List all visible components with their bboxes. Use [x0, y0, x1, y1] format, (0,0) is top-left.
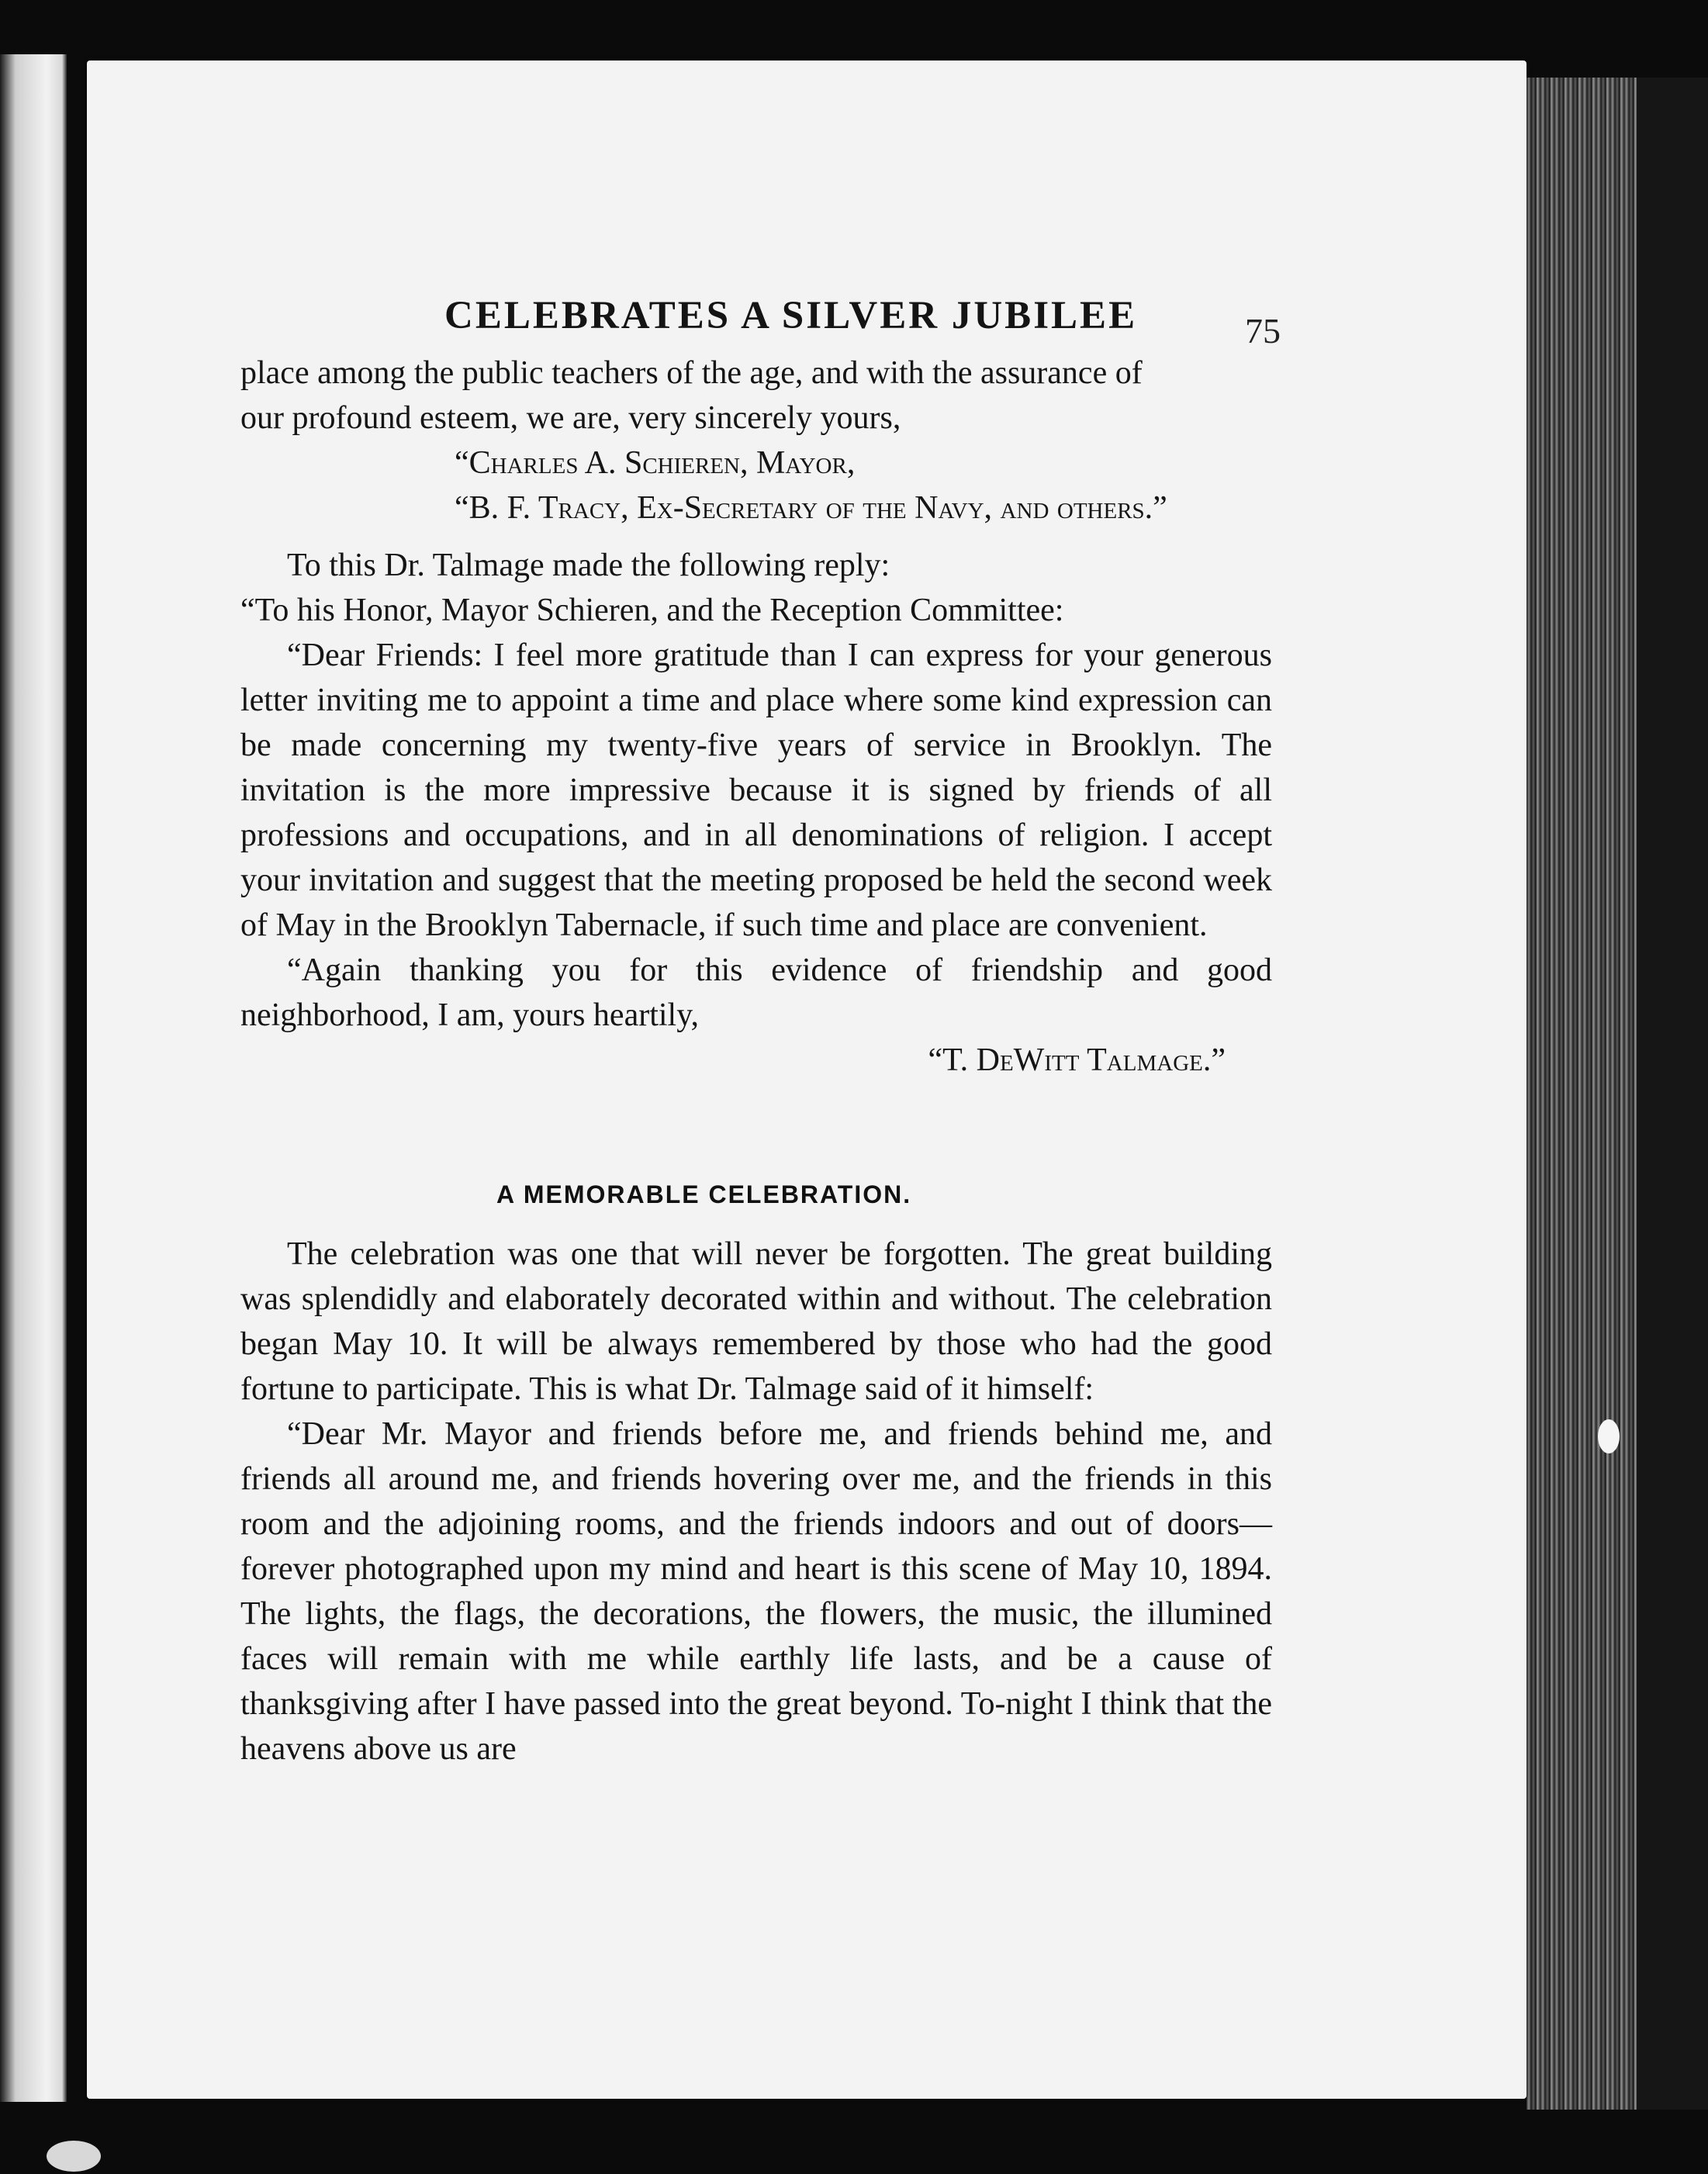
running-head: CELEBRATES A SILVER JUBILEE — [444, 294, 1138, 337]
facing-page-edge — [0, 54, 67, 2102]
signatory-tracy: “B. F. Tracy, Ex-Secretary of the Navy, and others.” — [455, 490, 1167, 526]
scan-artifact — [1598, 1419, 1620, 1453]
reply-paragraph-1: “Dear Friends: I feel more gratitude than I can express for your generous letter inviting me to appoint a time and place where some kind expression can be made concerning my twenty-five years of service in Brooklyn. The invitation is the more impressive because it is signed by friends of all professions and occupations, and in all denominations of religion. I accept your invitation and suggest that the meeting proposed be held the second week of May in the Brooklyn Tabernacle, if such time and place are convenient. — [240, 638, 1272, 943]
celebration-section — [240, 1232, 1272, 1771]
celebration-paragraph-2: “Dear Mr. Mayor and friends before me, and friends behind me, and friends all around me, and friends hovering over me, and the friends in this room and the adjoining rooms, and the friends indoors and out of doors—forever photographed upon my mind and heart is this scene of May 10, 1894. The lights, the flags, the decorations, the flowers, the music, the illumined faces will remain with me while earthly life lasts, and be a cause of thanksgiving after I have passed into the great beyond. To-night I think that the heavens above us are — [240, 1416, 1272, 1767]
signatory-schieren: “Charles A. Schieren, Mayor, — [455, 445, 856, 481]
reply-paragraph-2: “Again thanking you for this evidence of friendship and good neighborhood, I am, yours heartily, — [240, 952, 1272, 1033]
closing-line-2: our profound esteem, we are, very sincerely yours, — [240, 400, 901, 436]
closing-line-1: place among the public teachers of the age, and with the assurance of — [240, 355, 1143, 391]
reply-signature: “T. DeWitt Talmage.” — [928, 1042, 1226, 1078]
section-heading: A MEMORABLE CELEBRATION. — [496, 1180, 912, 1208]
talmage-reply — [240, 543, 1272, 1083]
reply-intro: To this Dr. Talmage made the following reply: — [287, 548, 890, 583]
scan-artifact-corner — [47, 2141, 101, 2172]
reply-address: “To his Honor, Mayor Schieren, and the Reception Committee: — [240, 593, 1064, 628]
celebration-paragraph-1: The celebration was one that will never be forgotten. The great building was splendidly and elaborately decorated within and without. The celebration began May 10. It will be always remembered by those who had the good fortune to participate. This is what Dr. Talmage said of it himself: — [240, 1236, 1272, 1407]
page-number: 75 — [1245, 311, 1281, 351]
book-spine-shadow — [1637, 78, 1708, 2110]
letter-closing — [240, 351, 1272, 531]
